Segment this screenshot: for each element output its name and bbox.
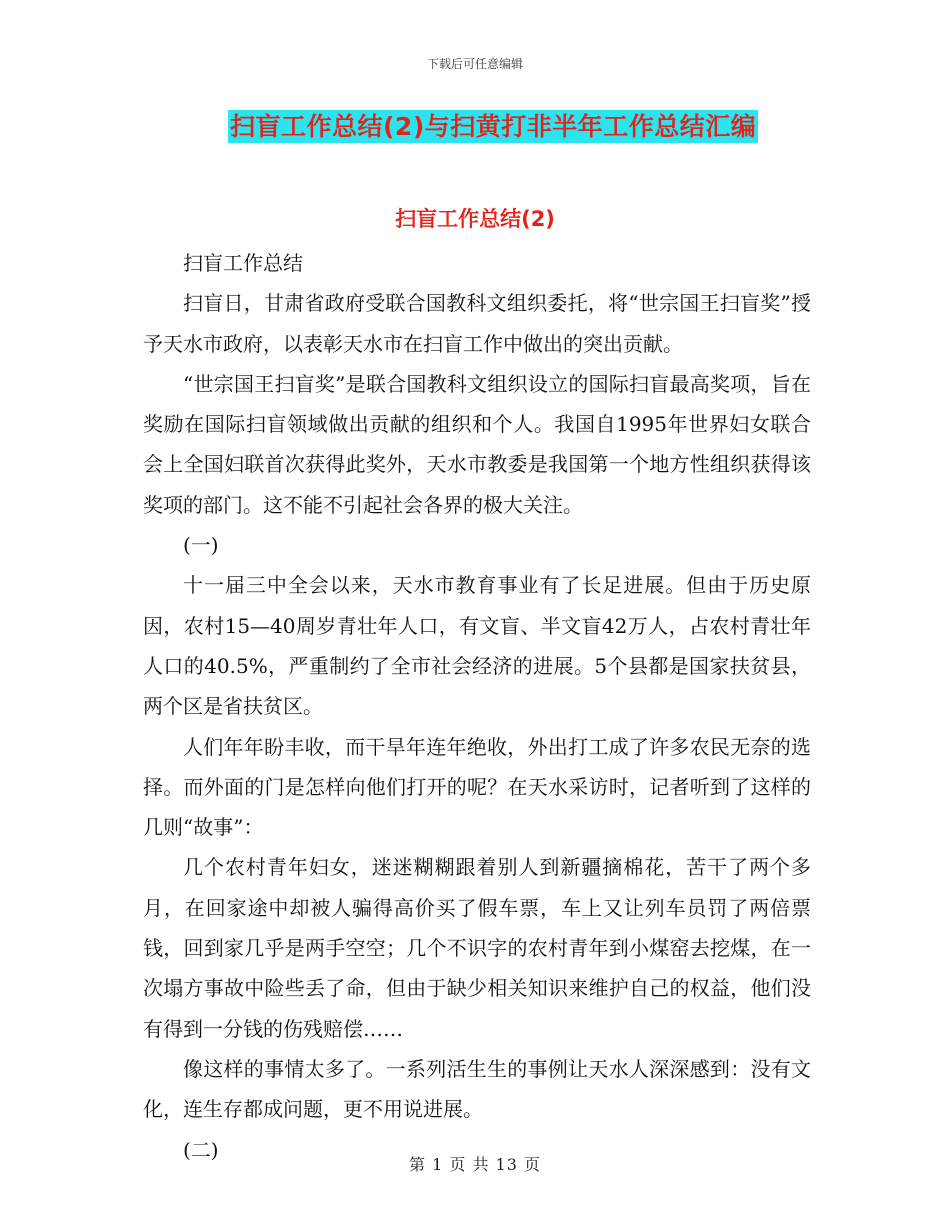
paragraph: “世宗国王扫盲奖”是联合国教科文组织设立的国际扫盲最高奖项，旨在奖励在国际扫盲领域做出贡献的组织和个人。我国自1995年世界妇女联合会上全国妇联首次获得此奖外，天水市教委是我国第一个地方性组织获得该奖项的部门。这不能不引起社会各界的极大关注。 (143, 371, 811, 517)
paragraph: 人们年年盼丰收，而干旱年连年绝收，外出打工成了许多农民无奈的选择。而外面的门是怎样向他们打开的呢？在天水采访时，记者听到了这样的几则“故事”： (143, 734, 811, 840)
paragraph: (二) (183, 1137, 219, 1162)
paragraph: 几个农村青年妇女，迷迷糊糊跟着别人到新疆摘棉花，苦干了两个多月，在回家途中却被人骗得高价买了假车票，车上又让列车员罚了两倍票钱，回到家几乎是两手空空；几个不识字的农村青年到小煤窑去挖煤，在一次塌方事故中险些丢了命，但由于缺少相关知识来维护自己的权益，他们没有得到一分钱的伤残赔偿…… (143, 855, 811, 1041)
header-note: 下载后可任意编辑 (426, 57, 523, 71)
section-title: 扫盲工作总结(2) (395, 207, 555, 231)
paragraph: 像这样的事情太多了。一系列活生生的事例让天水人深深感到：没有文化，连生存都成问题，更不用说进展。 (143, 1056, 811, 1122)
paragraph: 扫盲日，甘肃省政府受联合国教科文组织委托，将“世宗国王扫盲奖”授予天水市政府，以表彰天水市在扫盲工作中做出的突出贡献。 (143, 291, 811, 356)
main-title-container (228, 110, 758, 143)
paragraph: 十一届三中全会以来，天水市教育事业有了长足进展。但由于历史原因，农村15—40周岁青壮年人口，有文盲、半文盲42万人，占农村青壮年人口的40.5%，严重制约了全市社会经济的进展。5个县都是国家扶贫县，两个区是省扶贫区。 (143, 573, 811, 719)
paragraph: (一) (183, 533, 219, 558)
paragraph: 扫盲工作总结 (183, 251, 303, 275)
page-footer: 第 1 页 共 13 页 (409, 1155, 541, 1174)
body-text (143, 243, 811, 1170)
main-title: 扫盲工作总结(2)与扫黄打非半年工作总结汇编 (230, 112, 757, 141)
